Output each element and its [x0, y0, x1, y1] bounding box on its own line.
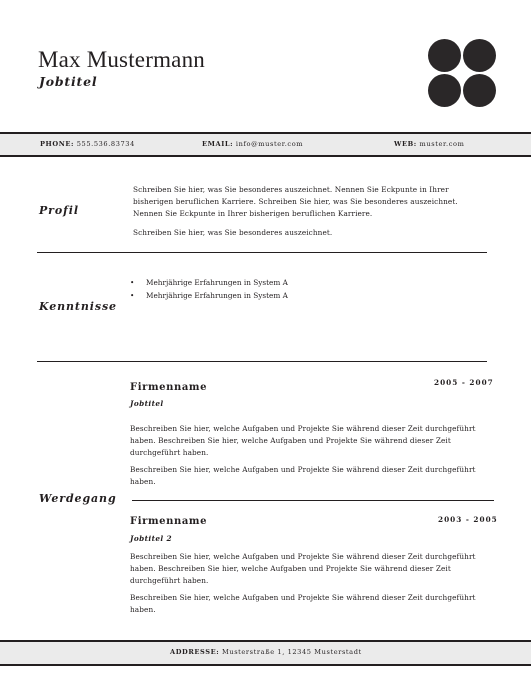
email-value: info@muster.com [235, 140, 304, 148]
address-value: Musterstraße 1, 12345 Musterstadt [222, 648, 362, 656]
web-label: WEB: [394, 140, 417, 148]
section-title-werdegang: Werdegang [39, 492, 117, 505]
list-item: • Mehrjährige Erfahrungen in System A [130, 277, 288, 290]
profil-paragraph-1: Schreiben Sie hier, was Sie besonderes auszeichnet. Nennen Sie Eckpunte in Ihrer bisherigen beruflichen Karriere. Schreiben Sie hier, was Sie besonderes auszeichnet. Nennen Sie Eckpunte in Ihrer bisherigen beruflichen Karriere. [133, 185, 458, 218]
contact-web [394, 140, 464, 148]
entry-company: Firmenname [130, 382, 208, 393]
skills-list [130, 277, 288, 302]
section-title-kenntnisse: Kenntnisse [39, 300, 117, 313]
list-item: • Mehrjährige Erfahrungen in System A [130, 290, 288, 303]
section-divider [37, 252, 487, 253]
logo-dot [463, 74, 496, 107]
footer-address [170, 648, 362, 656]
logo-dot [463, 39, 496, 72]
section-title-profil: Profil [39, 204, 79, 217]
phone-label: PHONE: [40, 140, 75, 148]
logo-dot [428, 74, 461, 107]
contact-bar [0, 132, 531, 157]
candidate-jobtitle: Jobtitel [39, 74, 98, 89]
entry-paragraph-2: Beschreiben Sie hier, welche Aufgaben und Projekte Sie während dieser Zeit durchgeführt haben. [130, 593, 476, 614]
entry-paragraph-1: Beschreiben Sie hier, welche Aufgaben und Projekte Sie während dieser Zeit durchgeführt haben. Beschreiben Sie hier, welche Aufgaben und Projekte Sie während dieser Zeit durchgeführt haben. [130, 552, 476, 585]
entry-paragraph-1: Beschreiben Sie hier, welche Aufgaben und Projekte Sie während dieser Zeit durchgeführt haben. Beschreiben Sie hier, welche Aufgaben und Projekte Sie während dieser Zeit durchgeführt haben. [130, 424, 476, 457]
four-dots-logo [428, 39, 496, 107]
email-label: EMAIL: [202, 140, 234, 148]
contact-email [202, 140, 303, 148]
entry-jobtitle: Jobtitel [130, 399, 164, 408]
entry-divider [132, 500, 494, 501]
address-bar [0, 640, 531, 666]
entry-paragraph-2: Beschreiben Sie hier, welche Aufgaben und Projekte Sie während dieser Zeit durchgeführt haben. [130, 465, 476, 486]
entry-years: 2003 - 2005 [438, 515, 498, 524]
entry-years: 2005 - 2007 [434, 378, 494, 387]
entry-jobtitle: Jobtitel 2 [130, 534, 172, 543]
entry-company: Firmenname [130, 516, 208, 527]
address-label: ADDRESSE: [170, 648, 220, 656]
contact-phone [40, 140, 135, 148]
phone-value: 555.536.83734 [76, 140, 135, 148]
web-value: muster.com [419, 140, 465, 148]
profil-paragraph-2: Schreiben Sie hier, was Sie besonderes auszeichnet. [133, 228, 333, 237]
logo-dot [428, 39, 461, 72]
section-divider [37, 361, 487, 362]
candidate-name: Max Mustermann [38, 47, 205, 72]
